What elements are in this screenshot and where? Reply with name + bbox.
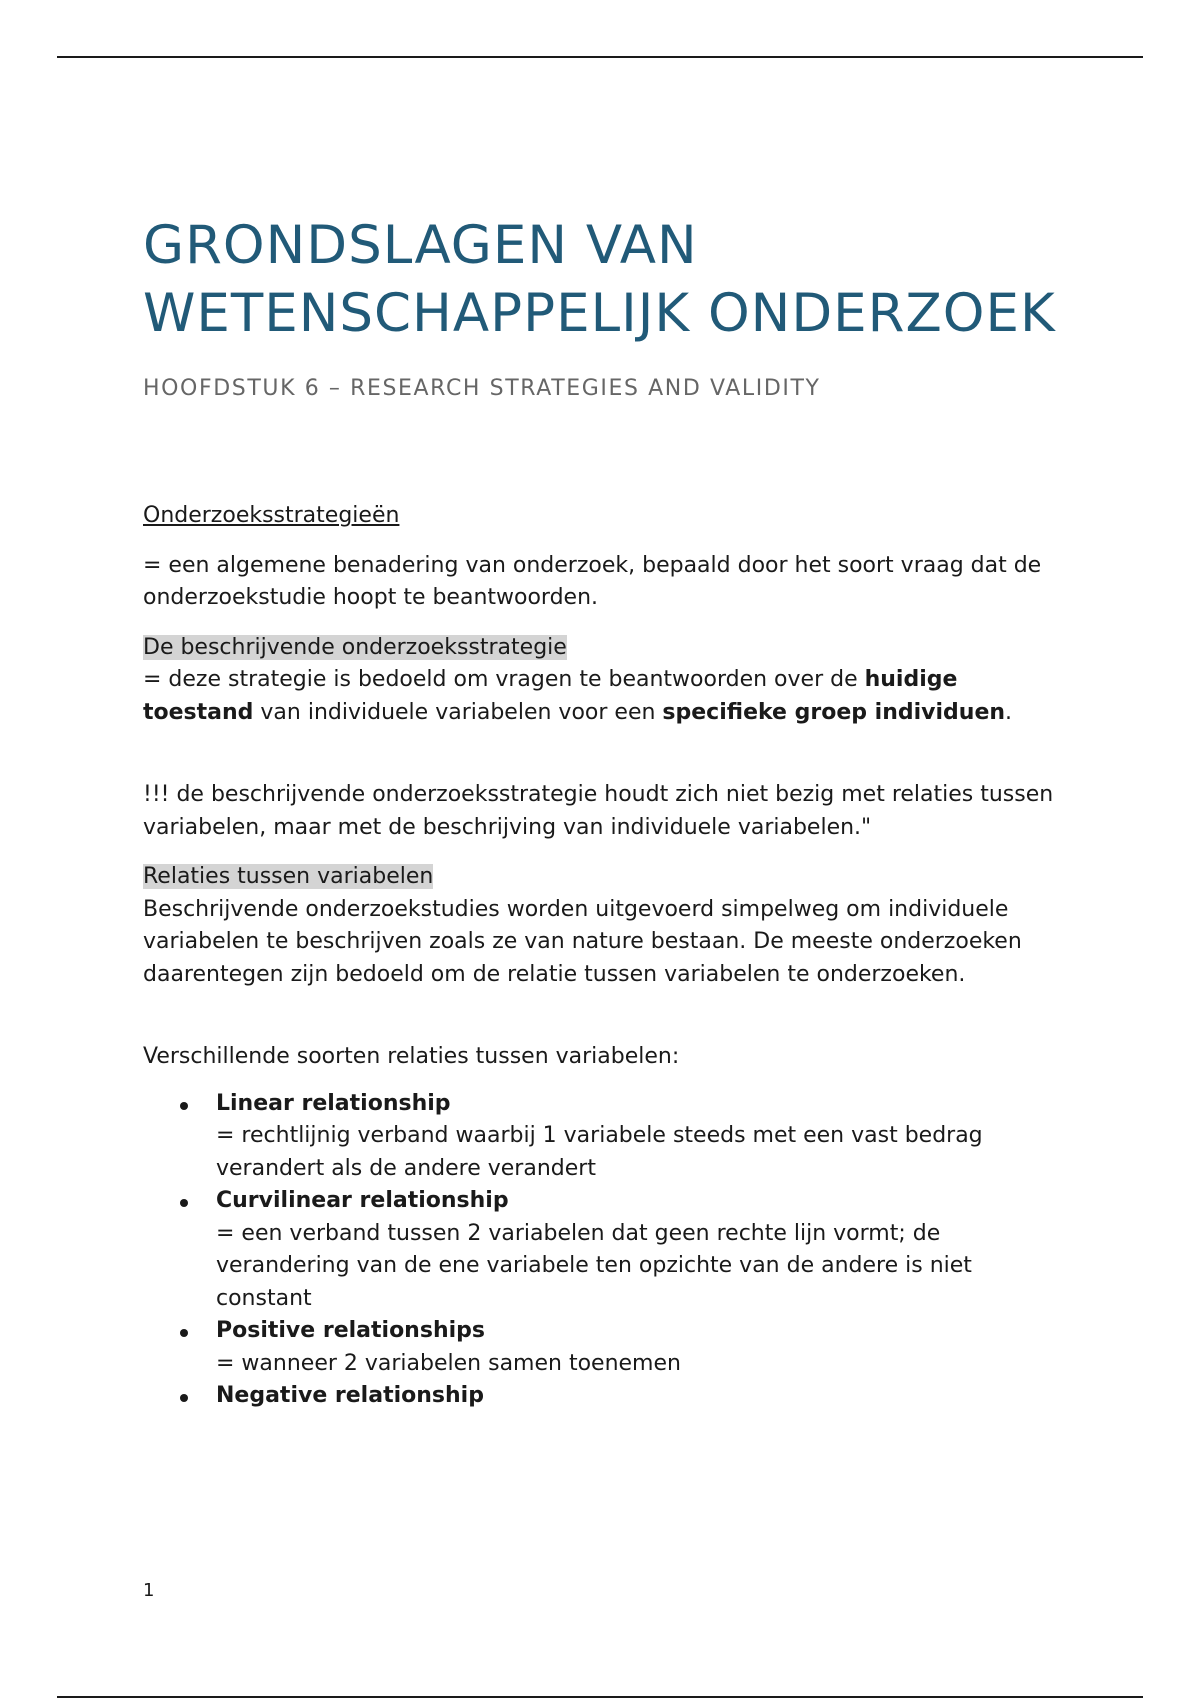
title-line-1: GRONDSLAGEN VAN (143, 215, 698, 276)
relations-list-intro: Verschillende soorten relaties tussen variabelen: (143, 1044, 680, 1069)
list-item (216, 1088, 1073, 1186)
descriptive-definition: = deze strategie is bedoeld om vragen te beantwoorden over de huidige toestand van individuele variabelen voor een specifieke groep individuen. (143, 667, 1013, 725)
list-item-term: Positive relationships (216, 1318, 485, 1343)
list-item (216, 1315, 1073, 1380)
list-item-description: = wanneer 2 variabelen samen toenemen (216, 1350, 681, 1376)
emphasis-current-state: huidige toestand (143, 667, 958, 725)
strategies-definition: = een algemene benadering van onderzoek, bepaald door het soort vraag dat de onderzoekstudie hoopt te beantwoorden. (143, 552, 1042, 610)
list-item (216, 1380, 1073, 1413)
section-heading-relations: Relaties tussen variabelen (143, 864, 434, 889)
emphasis-specific-group: specifieke groep individuen (662, 699, 1006, 725)
list-item-description: = rechtlijnig verband waarbij 1 variabele steeds met een vast bedrag verandert als de andere verandert (216, 1123, 983, 1181)
list-item-description: = een verband tussen 2 variabelen dat geen rechte lijn vormt; de verandering van de ene variabele ten opzichte van de andere is niet constant (216, 1220, 972, 1311)
descriptive-note: !!! de beschrijvende onderzoeksstrategie houdt zich niet bezig met relaties tussen variabelen, maar met de beschrijving van individuele variabelen." (143, 782, 1054, 840)
bottom-rule (57, 1696, 1143, 1698)
document-body (143, 500, 1073, 1413)
list-item-term: Curvilinear relationship (216, 1188, 509, 1213)
section-heading-strategies: Onderzoeksstrategieën (143, 503, 400, 528)
list-item-term: Negative relationship (216, 1383, 484, 1408)
document-subtitle: HOOFDSTUK 6 – RESEARCH STRATEGIES AND VALIDITY (143, 376, 821, 401)
section-heading-descriptive: De beschrijvende onderzoeksstrategie (143, 634, 567, 660)
title-block (143, 212, 1093, 401)
list-item-term: Linear relationship (216, 1090, 451, 1116)
title-line-2: WETENSCHAPPELIJK ONDERZOEK (143, 283, 1056, 344)
relations-list (143, 1088, 1073, 1413)
document-title (143, 212, 1093, 348)
top-rule (57, 56, 1143, 58)
list-item (216, 1185, 1073, 1315)
page-number: 1 (143, 1580, 155, 1601)
relations-body: Beschrijvende onderzoekstudies worden uitgevoerd simpelweg om individuele variabelen te beschrijven zoals ze van nature bestaan. De meeste onderzoeken daarentegen zijn bedoeld om de relatie tussen variabelen te onderzoeken. (143, 896, 1022, 987)
